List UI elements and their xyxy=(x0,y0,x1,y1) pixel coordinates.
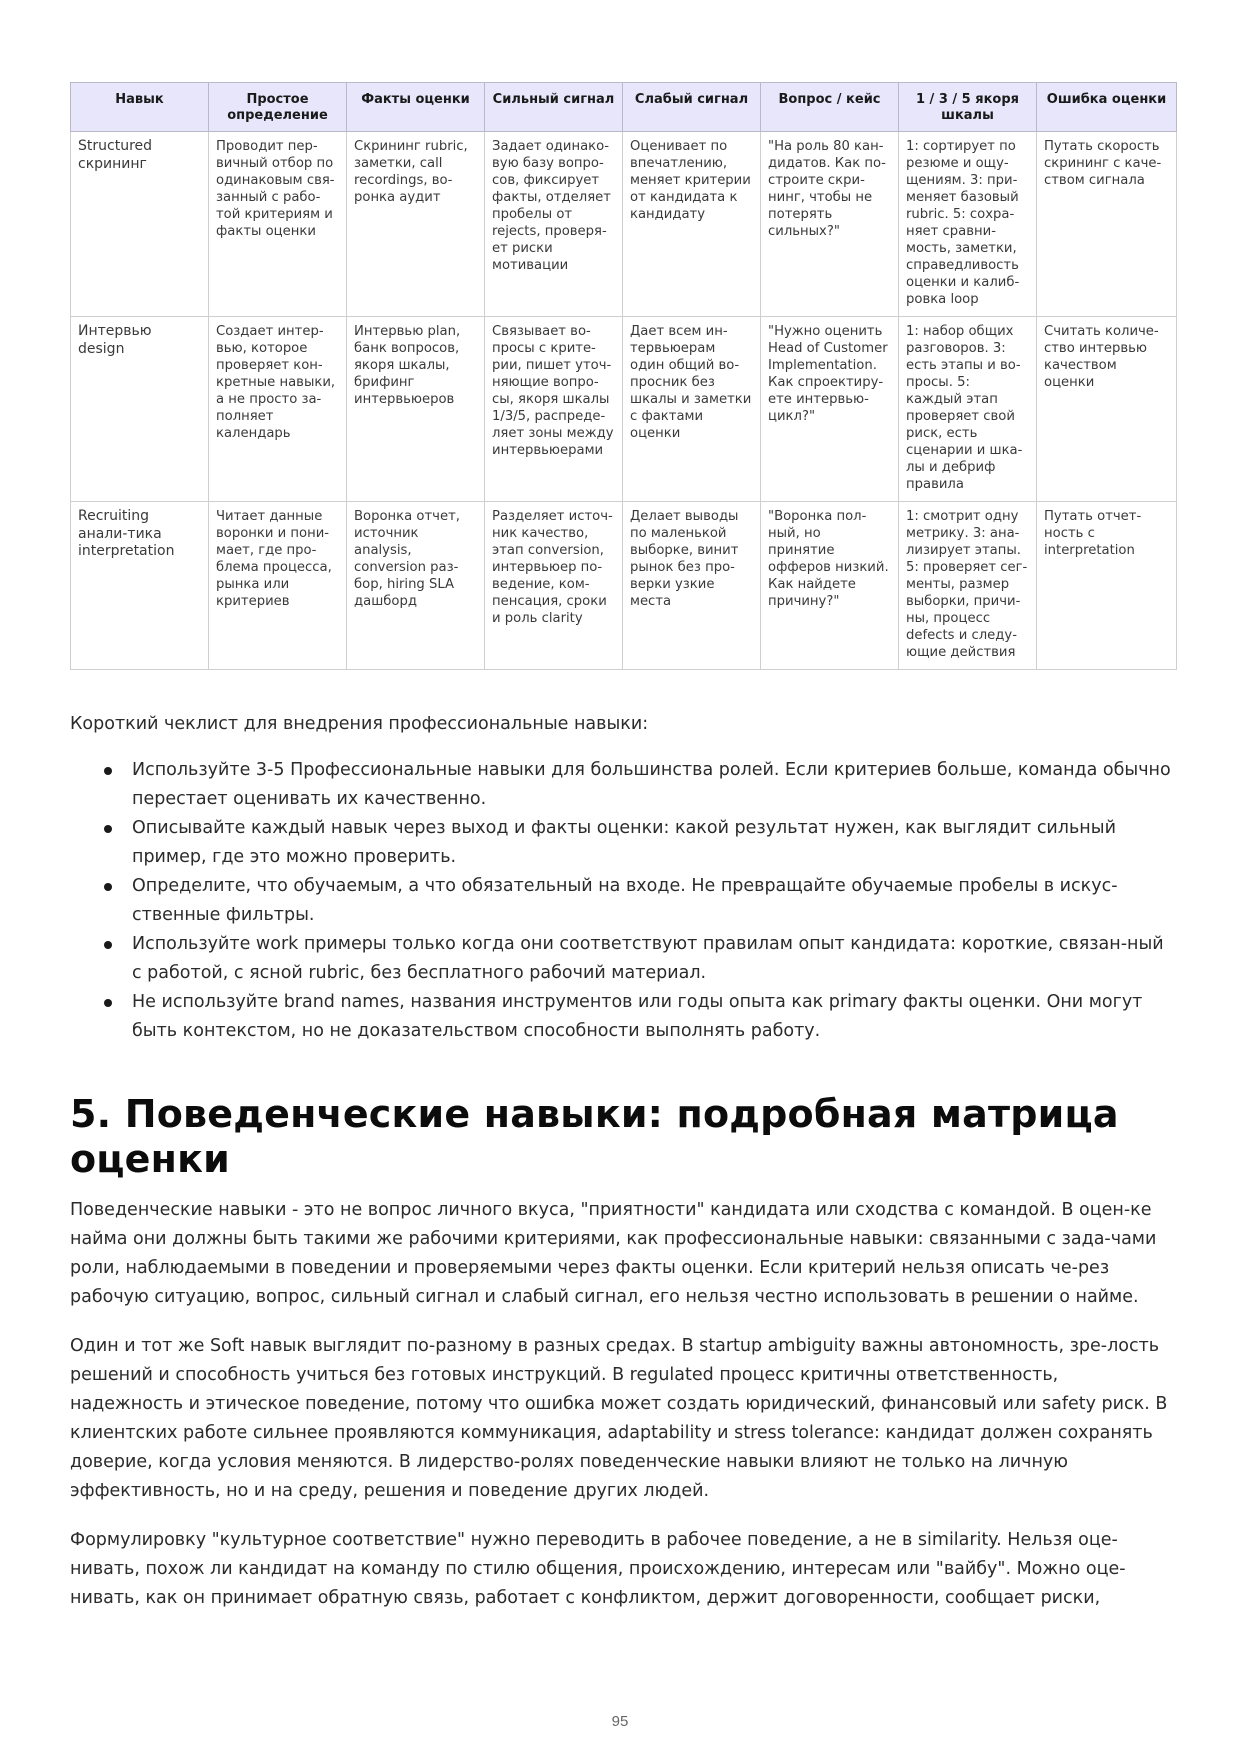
table-cell: Structured скрининг xyxy=(71,132,209,317)
body-paragraph: Поведенческие навыки - это не вопрос личного вкуса, "приятности" кандидата или сходства с командой. В оцен-ке найма они должны быть такими же рабочими критериями, как профессиональные навыки: связанными с зада-чами роли, наблюдаемыми в поведении и проверяемыми через факты оценки. Если критерий нельзя описать че-рез рабочую ситуацию, вопрос, сильный сигнал и слабый сигнал, его нельзя честно использовать в решении о найме. xyxy=(70,1200,1157,1307)
list-item-text: Используйте 3-5 Профессиональные навыки для большинства ролей. Если критериев больше, команда обычно перестает оценивать их качественно. xyxy=(132,760,1171,809)
bullet-icon xyxy=(104,999,112,1007)
bullet-icon xyxy=(104,883,112,891)
table-header-row xyxy=(71,83,1177,132)
table-cell: Разделяет источ-ник качество, этап conversion, интервьюер по-ведение, ком-пенсация, сроки и роль clarity xyxy=(485,502,623,670)
list-item xyxy=(132,930,1176,988)
table-cell: Recruiting анали-тика interpretation xyxy=(71,502,209,670)
section-heading: 5. Поведенческие навыки: подробная матрица оценки xyxy=(70,1092,1119,1181)
table-cell: Задает одинако-вую базу вопро-сов, фиксирует факты, отделяет пробелы от rejects, проверя-ет риски мотивации xyxy=(485,132,623,317)
list-item xyxy=(132,814,1176,872)
table-cell: Связывает во-просы с крите-рии, пишет уточ-няющие вопро-сы, якоря шкалы 1/3/5, распреде-ляет зоны между интервьюерами xyxy=(485,317,623,502)
list-item-text: Не используйте brand names, названия инструментов или годы опыта как primary факты оценки. Они могут быть контекстом, но не доказательством способности выполнять работу. xyxy=(132,992,1143,1041)
column-header: Слабый сигнал xyxy=(623,83,761,132)
table-cell: 1: набор общих разговоров. 3: есть этапы и во-просы. 5: каждый этап проверяет свой риск, есть сценарии и шка-лы и дебриф правила xyxy=(899,317,1037,502)
table-cell: "Воронка пол-ный, но принятие офферов низкий. Как найдете причину?" xyxy=(761,502,899,670)
column-header: Простое определение xyxy=(209,83,347,132)
column-header: Навык xyxy=(71,83,209,132)
column-header: Факты оценки xyxy=(347,83,485,132)
table-cell: 1: сортирует по резюме и ощу-щениям. 3: при-меняет базовый rubric. 5: сохра-няет сравни-мость, заметки, справедливость оценки и калиб-ровка loop xyxy=(899,132,1037,317)
table-row xyxy=(71,502,1177,670)
column-header: Вопрос / кейс xyxy=(761,83,899,132)
column-header: Сильный сигнал xyxy=(485,83,623,132)
table-cell: Воронка отчет, источник analysis, conversion раз-бор, hiring SLA дашборд xyxy=(347,502,485,670)
table-row xyxy=(71,132,1177,317)
list-item-text: Используйте work примеры только когда они соответствуют правилам опыт кандидата: короткие, связан-ный с работой, с ясной rubric, без бесплатного рабочий материал. xyxy=(132,934,1164,983)
list-item xyxy=(132,872,1176,930)
list-item-text: Определите, что обучаемым, а что обязательный на входе. Не превращайте обучаемые пробелы в искус-ственные фильтры. xyxy=(132,876,1118,925)
list-item xyxy=(132,756,1176,814)
column-header: 1 / 3 / 5 якоря шкалы xyxy=(899,83,1037,132)
table-cell: Интервью design xyxy=(71,317,209,502)
bullet-icon xyxy=(104,941,112,949)
column-header: Ошибка оценки xyxy=(1037,83,1177,132)
table-cell: "На роль 80 кан-дидатов. Как по-строите скри-нинг, чтобы не потерять сильных?" xyxy=(761,132,899,317)
bullet-icon xyxy=(104,825,112,833)
table-cell: Интервью plan, банк вопросов, якоря шкалы, брифинг интервьюеров xyxy=(347,317,485,502)
checklist xyxy=(70,756,1176,1046)
table-row xyxy=(71,317,1177,502)
table-cell: Путать отчет-ность с interpretation xyxy=(1037,502,1177,670)
table-cell: Создает интер-вью, которое проверяет кон-кретные навыки, а не просто за-полняет календарь xyxy=(209,317,347,502)
table-cell: Скрининг rubric, заметки, call recordings, во-ронка аудит xyxy=(347,132,485,317)
table-cell: Дает всем ин-тервьюерам один общий во-просник без шкалы и заметки с фактами оценки xyxy=(623,317,761,502)
skills-matrix-table xyxy=(70,82,1177,670)
table-cell: Проводит пер-вичный отбор по одинаковым свя-занный с рабо-той критериям и факты оценки xyxy=(209,132,347,317)
table-cell: Путать скорость скрининг с каче-ством сигнала xyxy=(1037,132,1177,317)
table-cell: "Нужно оценить Head of Customer Implementation. Как спроектиру-ете интервью-цикл?" xyxy=(761,317,899,502)
page-content xyxy=(70,82,1176,1613)
body-paragraph: Один и тот же Soft навык выглядит по-разному в разных средах. В startup ambiguity важны автономность, зре-лость решений и способность учиться без готовых инструкций. В regulated процесс критичны ответственность, надежность и этическое поведение, потому что ошибка может создать юридический, финансовый или safety риск. В клиентских работе сильнее проявляются коммуникация, adaptability и stress tolerance: кандидат должен сохранять доверие, когда условия меняются. В лидерство-ролях поведенческие навыки влияют не только на личную эффективность, но и на среду, решения и поведение других людей. xyxy=(70,1336,1168,1501)
page-number: 95 xyxy=(611,1713,629,1730)
body-paragraph: Формулировку "культурное соответствие" нужно переводить в рабочее поведение, а не в similarity. Нельзя оце-нивать, похож ли кандидат на команду по стилю общения, происхождению, интересам или "вайбу". Можно оце-нивать, как он принимает обратную связь, работает с конфликтом, держит договоренности, сообщает риски, xyxy=(70,1530,1126,1608)
table-cell: Делает выводы по маленькой выборке, винит рынок без про-верки узкие места xyxy=(623,502,761,670)
table-cell: Оценивает по впечатлению, меняет критерии от кандидата к кандидату xyxy=(623,132,761,317)
list-item xyxy=(132,988,1176,1046)
table-cell: 1: смотрит одну метрику. 3: ана-лизирует этапы. 5: проверяет сег-менты, размер выборки, причи-ны, процесс defects и следу-ющие действия xyxy=(899,502,1037,670)
checklist-lead: Короткий чеклист для внедрения профессиональные навыки: xyxy=(70,714,649,734)
list-item-text: Описывайте каждый навык через выход и факты оценки: какой результат нужен, как выглядит сильный пример, где это можно проверить. xyxy=(132,818,1116,867)
bullet-icon xyxy=(104,767,112,775)
table-cell: Читает данные воронки и пони-мает, где про-блема процесса, рынка или критериев xyxy=(209,502,347,670)
table-cell: Считать количе-ство интервью качеством оценки xyxy=(1037,317,1177,502)
